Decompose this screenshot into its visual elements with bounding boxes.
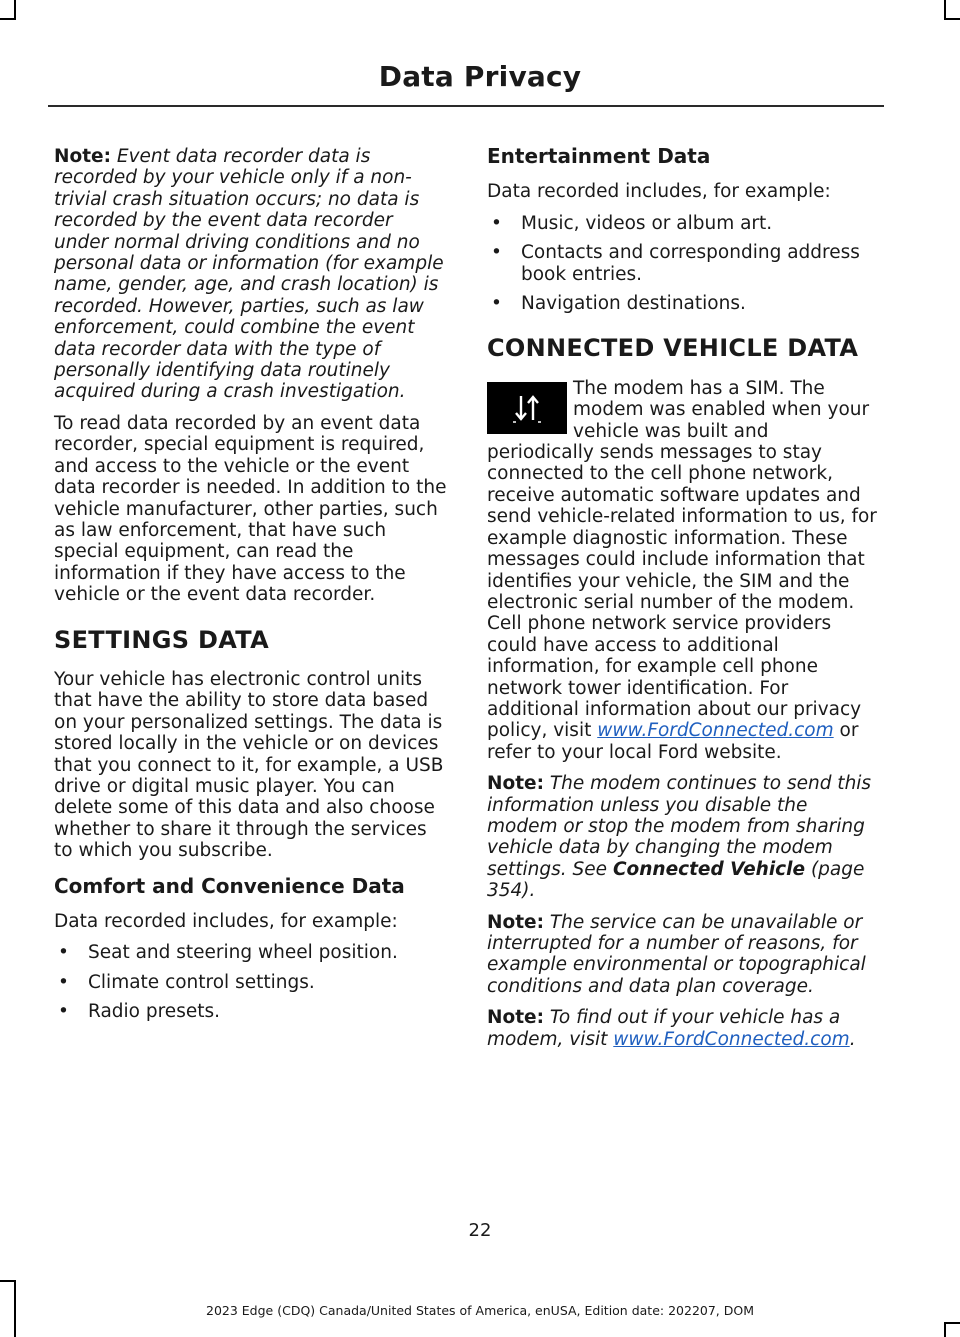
note-end: . [849, 1028, 856, 1050]
entertainment-data-intro: Data recorded includes, for example: [487, 181, 831, 203]
event-recorder-paragraph: To read data recorded by an event data recorder, special equipment is required, and access to the vehicle or the event data recorder is needed. In addition to the vehicle manufacturer, other parties, such as law enforcement, that have such special equipment, can read the information if they have access to the vehicle or the event data recorder. [54, 412, 447, 606]
ford-connected-link[interactable]: www.FordConnected.com [613, 1028, 850, 1050]
settings-data-paragraph: Your vehicle has electronic control units that have the ability to store data based on your personalized settings. The data is stored locally in the vehicle or on devices that you connect to it, for example, a USB drive or digital music player. You can delete some of this data and also choose whether to share it through the services to which you subscribe. [54, 668, 444, 862]
note-label: Note: [487, 1007, 544, 1029]
entertainment-data-heading: Entertainment Data [487, 144, 711, 168]
modem-paragraph [487, 378, 881, 763]
connected-text: The modem has a SIM. The modem was enabled when your vehicle was built and periodically sends messages to stay connected to the cell phone network, receive automatic software updates and send vehicle-related information to us, for example diagnostic information. These messages could include information that identifies your vehicle, the SIM and the electronic serial number of the modem. Cell phone network service providers could have access to additional information, for example cell phone network tower identification. For additional information about our privacy policy, visit [487, 377, 877, 742]
entertainment-data-list [487, 213, 881, 315]
note-text: The service can be unavailable or interrupted for a number of reasons, for example environmental or topographical conditions and data plan coverage. [487, 911, 866, 997]
ford-connected-link[interactable]: www.FordConnected.com [597, 720, 834, 742]
crop-mark [944, 0, 946, 20]
note-text: Event data recorder data is recorded by your vehicle only if a non-trivial crash situation occurs; no data is recorded by the event data recorder under normal driving conditions and no personal data or information (for example name, gender, age, and crash location) is recorded. However, parties, such as law enforcement, could combine the event data recorder data with the type of personally identifying data routinely acquired during a crash investigation. [54, 146, 444, 403]
crop-mark [944, 1322, 946, 1337]
comfort-data-intro: Data recorded includes, for example: [54, 911, 398, 932]
footer-edition-info: 2023 Edge (CDQ) Canada/United States of America, enUSA, Edition date: 202207, DOM [206, 1303, 754, 1318]
right-column [487, 146, 881, 1060]
crop-mark [0, 18, 16, 20]
page-number: 22 [468, 1220, 492, 1241]
crop-mark [14, 0, 16, 20]
note-text: The modem continues to send this information unless you disable the modem or stop the modem from sharing vehicle data by changing the modem settings. See [487, 773, 872, 880]
left-column [54, 146, 448, 1033]
note-label: Note: [54, 146, 111, 167]
crop-mark [0, 1280, 16, 1282]
event-recorder-note [54, 146, 448, 403]
settings-data-heading: SETTINGS DATA [54, 625, 269, 654]
modem-settings-note [487, 773, 881, 901]
note-text: To find out if your vehicle has a modem, visit [487, 1007, 841, 1050]
connected-vehicle-reference[interactable]: Connected Vehicle [612, 858, 806, 880]
list-item: • Navigation destinations. [487, 293, 881, 314]
service-availability-note [487, 912, 881, 998]
connected-vehicle-heading: CONNECTED VEHICLE DATA [487, 334, 859, 363]
list-item: • Radio presets. [54, 1001, 448, 1022]
note-label: Note: [487, 911, 544, 933]
header-divider [48, 105, 884, 107]
list-item: • Contacts and corresponding address book entries. [487, 242, 881, 285]
page-title: Data Privacy [378, 60, 582, 93]
comfort-data-heading: Comfort and Convenience Data [54, 873, 405, 898]
list-item: • Seat and steering wheel position. [54, 942, 448, 963]
modem-check-note [487, 1007, 881, 1050]
data-transfer-arrows-icon [487, 382, 567, 434]
crop-mark [944, 1322, 960, 1324]
list-item: • Climate control settings. [54, 972, 448, 993]
note-label: Note: [487, 773, 544, 795]
crop-mark [944, 18, 960, 20]
connected-text-end: or refer to your local Ford website. [487, 720, 859, 763]
page-reference: (page 354). [487, 858, 865, 902]
comfort-data-list [54, 942, 448, 1022]
list-item: • Music, videos or album art. [487, 213, 881, 234]
